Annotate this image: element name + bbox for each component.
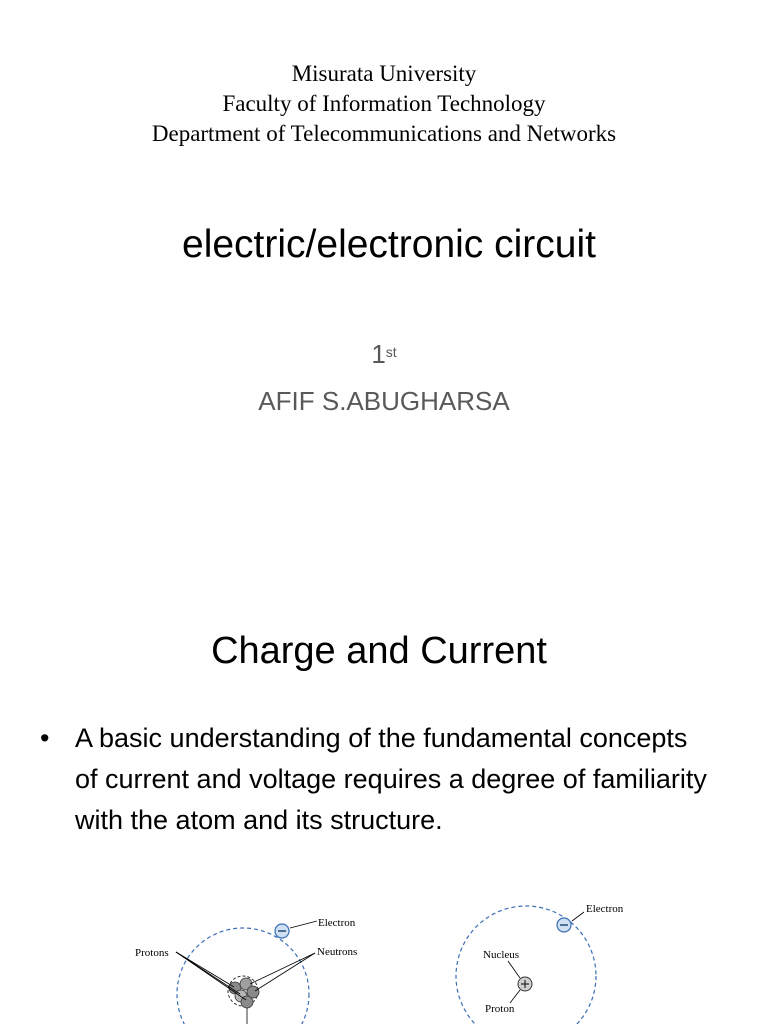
proton-label: Proton	[485, 1003, 515, 1015]
electron-pointer	[572, 912, 584, 921]
institution-block	[0, 59, 768, 149]
nucleus-particles	[229, 978, 259, 1008]
ordinal-suffix: st	[385, 344, 397, 360]
electron-icon	[275, 924, 289, 938]
electron-label: Electron	[586, 903, 624, 915]
lecture-number-value: 1	[371, 339, 386, 369]
proton-icon	[518, 977, 532, 991]
neutrons-label: Neutrons	[317, 946, 358, 958]
protons-pointers	[176, 952, 246, 1000]
proton-pointer	[510, 990, 520, 1003]
atom-diagram-right	[440, 890, 670, 1024]
author-name: AFIF S.ABUGHARSA	[258, 386, 510, 416]
protons-label: Protons	[135, 947, 169, 959]
faculty-name: Faculty of Information Technology	[222, 91, 546, 116]
electron-label: Electron	[318, 917, 356, 929]
lecture-number	[0, 338, 768, 370]
atom-diagram-left	[120, 890, 390, 1024]
bullet-text: A basic understanding of the fundamental concepts of current and voltage requires a degree of familiarity with the atom and its structure.	[75, 723, 707, 835]
nucleus-label: Nucleus	[483, 949, 520, 961]
bullet-icon: •	[40, 723, 50, 753]
electron-pointer	[290, 921, 317, 928]
department-name: Department of Telecommunications and Networks	[151, 121, 617, 146]
electron-icon	[557, 918, 571, 932]
nucleus-pointer	[508, 961, 520, 978]
content-slide	[0, 560, 768, 1024]
orbit-path	[456, 906, 596, 1024]
university-name: Misurata University	[291, 61, 477, 86]
slide-title: electric/electronic circuit	[182, 223, 596, 266]
neutrons-pointers	[250, 953, 315, 991]
slide-title: Charge and Current	[211, 630, 547, 672]
